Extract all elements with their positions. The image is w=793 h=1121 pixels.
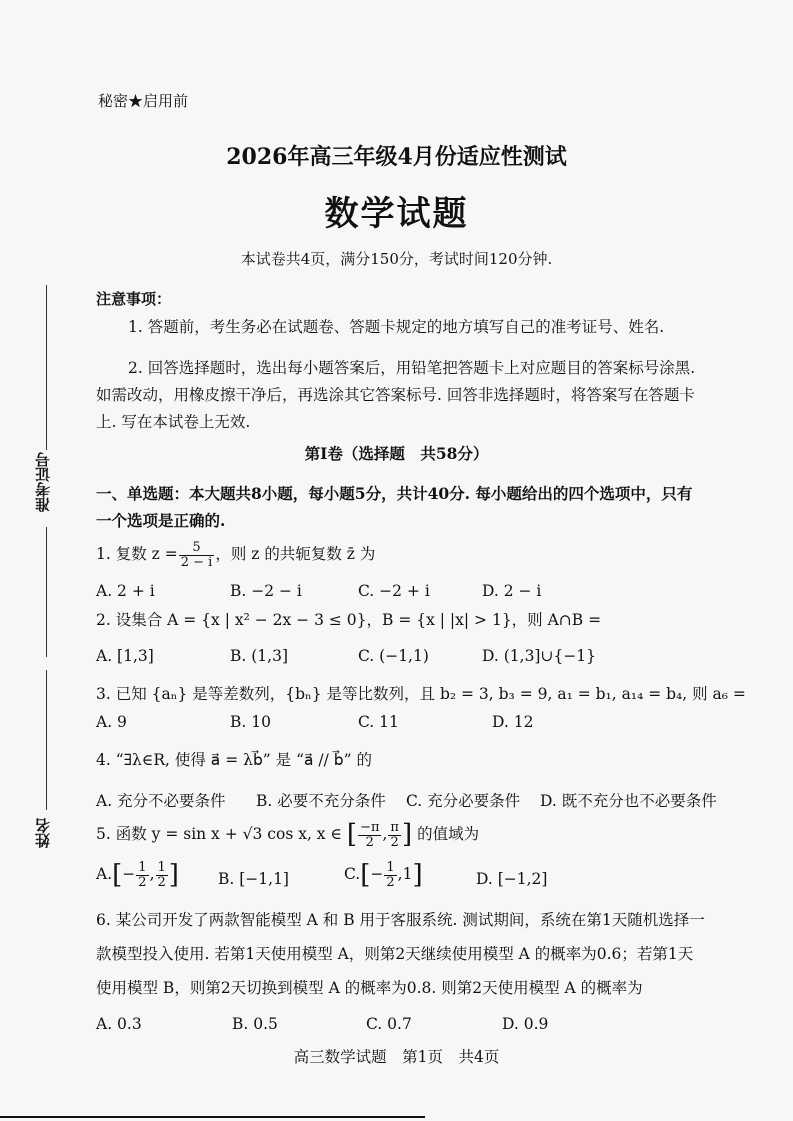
notice-heading: 注意事项： [96, 290, 172, 308]
subject-title: 数学试题 [324, 194, 469, 234]
question-2: 2. 设集合 A = {x | x² − 2x − 3 ≤ 0}，B = {x | |x| > 1}，则 A∩B = [96, 611, 602, 629]
q4-option-c: C. 充分必要条件 [406, 792, 521, 810]
q2-option-b: B. (1,3] [230, 647, 288, 665]
q5-option-c: C.[− $\frac{1}{2}$ ,1] [344, 859, 423, 890]
section-title: 第Ⅰ卷（选择题 共58分） [304, 444, 489, 463]
q3-option-c: C. 11 [358, 713, 399, 731]
q1-option-b: B. −2 − i [230, 582, 302, 600]
question-1: 1. 复数 z = $\frac{5}{2 - i}$ ，则 z 的共轭复数 z̄ 为 [96, 539, 376, 570]
q6-option-a: A. 0.3 [96, 1015, 142, 1033]
q5-option-b: B. [−1,1] [218, 870, 289, 888]
q6-option-c: C. 0.7 [366, 1015, 412, 1033]
q4-option-d: D. 既不充分也不必要条件 [540, 792, 717, 810]
question-6: 6. 某公司开发了两款智能模型 A 和 B 用于客服系统. 测试期间，系统在第1天随机选择一 [96, 911, 705, 929]
q3-option-d: D. 12 [492, 713, 534, 731]
notice-item-1: 1. 答题前，考生务必在试题卷、答题卡规定的地方填写自己的准考证号、姓名. [128, 318, 665, 336]
q6-option-b: B. 0.5 [232, 1015, 278, 1033]
q4-option-b: B. 必要不充分条件 [256, 792, 386, 810]
q6-option-d: D. 0.9 [502, 1015, 549, 1033]
exam-title: 2026年高三年级4月份适应性测试 [226, 144, 567, 170]
confidential-mark: 秘密★启用前 [98, 92, 189, 110]
q5-option-d: D. [−1,2] [476, 870, 548, 888]
question-6-cont: 款模型投入使用. 若第1天使用模型 A，则第2天继续使用模型 A 的概率为0.6；若第1天 [96, 945, 694, 963]
section-instructions: 一、单选题：本大题共8小题，每小题5分，共计40分. 每小题给出的四个选项中，只有 [96, 484, 693, 503]
q1-option-d: D. 2 − i [482, 582, 542, 600]
q3-option-a: A. 9 [96, 713, 127, 731]
question-3: 3. 已知 {aₙ} 是等差数列，{bₙ} 是等比数列，且 b₂ = 3, b₃ = 9, a₁ = b₁, a₁₄ = b₄, 则 a₆ = [96, 685, 746, 703]
exam-id-label: 准考证号 [34, 452, 52, 512]
notice-item-2-end: 上. 写在本试卷上无效. [96, 413, 251, 431]
q2-option-a: A. [1,3] [96, 647, 154, 665]
question-5: 5. 函数 y = sin x + √3 cos x, x ∈ [ $\frac{-\pi}{2}$ , $\frac{\pi}{2}$ ] 的值域为 [96, 819, 480, 850]
q5-option-a: A.[− $\frac{1}{2}$ , $\frac{1}{2}$ ] [96, 859, 179, 890]
question-6-end: 使用模型 B，则第2天切换到模型 A 的概率为0.8. 则第2天使用模型 A 的概率为 [96, 979, 643, 997]
q2-option-d: D. (1,3]∪{−1} [482, 647, 597, 665]
q1-option-c: C. −2 + i [358, 582, 430, 600]
bottom-rule [0, 1116, 425, 1118]
q4-option-a: A. 充分不必要条件 [96, 792, 226, 810]
section-instructions-cont: 一个选项是正确的. [96, 511, 226, 530]
exam-id-line [46, 527, 47, 657]
exam-info: 本试卷共4页，满分150分，考试时间120分钟. [240, 250, 553, 268]
q1-option-a: A. 2 + i [96, 582, 155, 600]
page-footer: 高三数学试题 第1页 共4页 [293, 1048, 500, 1066]
side-divider-top [46, 285, 47, 450]
side-divider-mid [46, 670, 47, 810]
q2-option-c: C. (−1,1) [358, 647, 429, 665]
notice-item-2: 2. 回答选择题时，选出每小题答案后，用铅笔把答题卡上对应题目的答案标号涂黑. [128, 359, 696, 377]
name-label: 姓名 [34, 818, 52, 848]
q3-option-b: B. 10 [230, 713, 271, 731]
question-4: 4. “∃λ∈R, 使得 a⃗ = λb⃗” 是 “a⃗ // b⃗” 的 [96, 751, 372, 769]
notice-item-2-cont: 如需改动，用橡皮擦干净后，再选涂其它答案标号. 回答非选择题时，将答案写在答题卡 [96, 386, 695, 404]
